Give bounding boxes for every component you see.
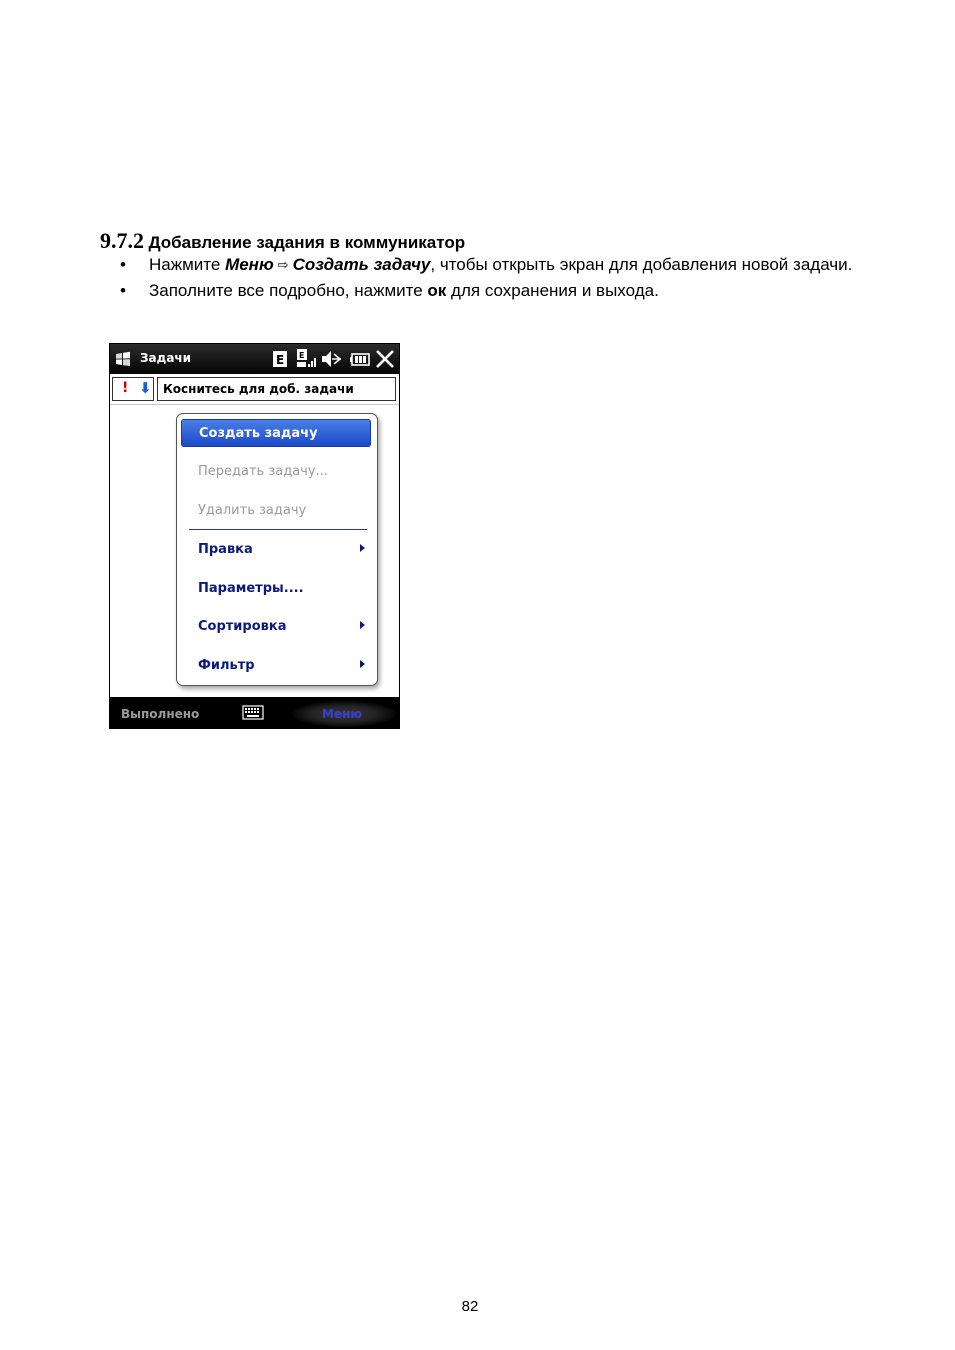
instruction-list [120,254,864,304]
menu-item-send-task: Передать задачу... [198,464,328,479]
menu-term: Меню [225,255,274,274]
submenu-arrow-icon [360,621,365,629]
status-icons [272,349,397,369]
new-task-row [110,374,399,405]
menu-item-label: Правка [198,542,253,557]
menu-item-edit[interactable] [181,536,371,564]
close-icon [377,351,393,367]
submenu-arrow-icon [360,544,365,552]
menu-item-sort[interactable] [181,613,371,641]
menu-separator [189,529,367,530]
section-title: Добавление задания в коммуникатор [148,233,466,252]
softkey-bar [110,697,399,729]
battery-icon [350,354,369,365]
instruction-text: Заполните все подробно, нажмите [149,281,428,300]
menu-item-create-task[interactable]: Создать задачу [181,419,371,447]
instruction-item: • Нажмите Меню ⇨ Создать задачу, чтобы открыть экран для добавления новой задачи. [120,255,853,274]
menu-item-options[interactable]: Параметры.... [198,581,304,596]
svg-text:E: E [276,353,285,367]
windows-start-icon[interactable] [115,351,131,367]
submenu-arrow-icon [360,660,365,668]
instruction-text: Нажмите [149,255,226,274]
signal-icon [297,349,316,367]
menu-item-label: Фильтр [198,658,255,673]
phone-screenshot [109,343,400,729]
keyboard-icon[interactable] [242,705,264,720]
new-task-input[interactable]: Коснитесь для доб. задачи [157,377,396,401]
create-task-term: Создать задачу [292,255,431,274]
softkey-right-menu[interactable]: Меню [322,707,363,721]
section-heading [100,228,465,254]
instruction-text: для сохранения и выхода. [446,281,659,300]
softkey-left-done[interactable]: Выполнено [121,707,200,721]
popup-menu [176,413,378,686]
app-title: Задачи [140,351,192,365]
high-priority-icon: ! [122,380,129,396]
menu-item-delete-task: Удалить задачу [198,503,307,518]
page-number: 82 [461,1298,479,1315]
speaker-muted-icon [322,351,341,367]
menu-item-filter[interactable] [181,652,371,680]
arrow-icon: ⇨ [277,258,289,273]
instruction-item: • Заполните все подробно, нажмите ок для сохранения и выхода. [120,281,659,300]
menu-item-label: Сортировка [198,619,287,634]
low-priority-icon: ⬇ [139,379,152,397]
section-number: 9.7.2 [100,228,144,253]
svg-text:E: E [299,351,305,360]
instruction-text: , чтобы открыть экран для добавления новой задачи. [430,255,853,274]
edge-network-icon [273,351,287,367]
priority-button[interactable] [112,377,154,401]
title-bar [110,344,399,374]
ok-term: ок [427,281,447,300]
